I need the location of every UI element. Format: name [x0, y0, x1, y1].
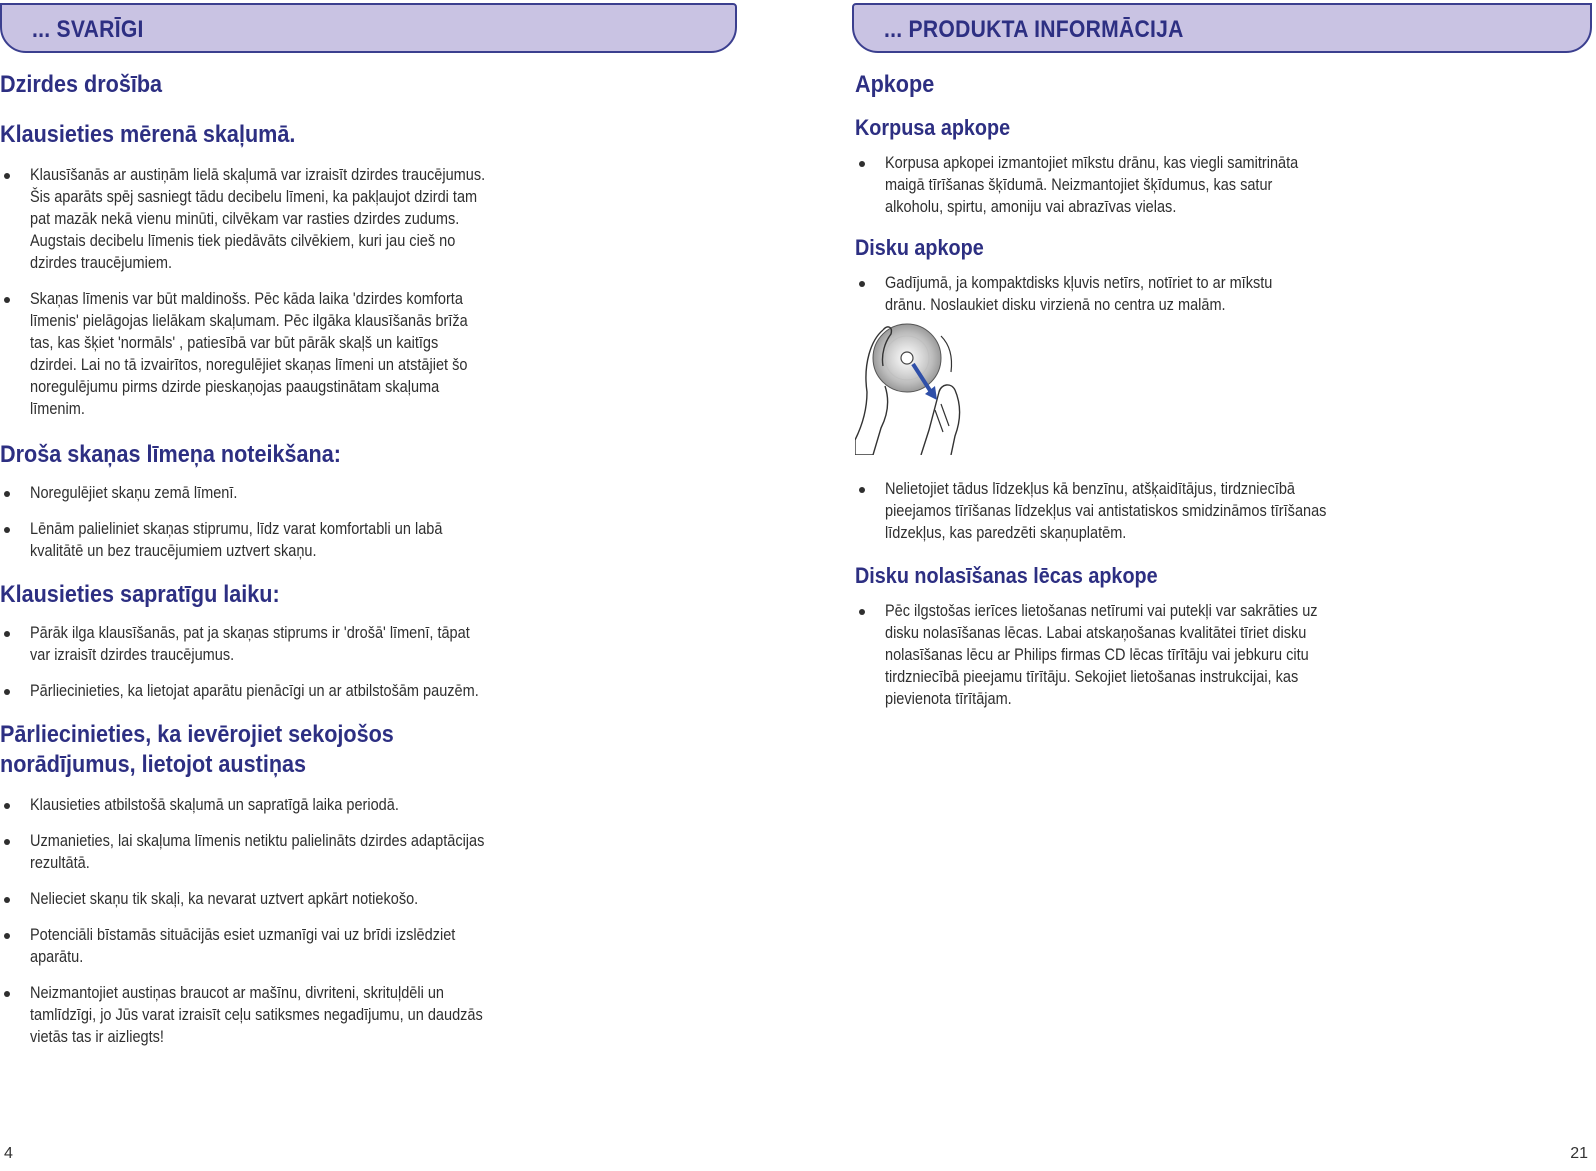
- right-page-content: [855, 70, 1335, 724]
- section-title-housing-care: Korpusa apkope: [855, 115, 1011, 140]
- section-title-headphone-guidelines: Pārliecinieties, ka ievērojiet sekojošos norādījumus, lietojot austiņas: [0, 721, 394, 778]
- page-title-maintenance: Apkope: [855, 71, 935, 98]
- section-title-disc-care: Disku apkope: [855, 235, 984, 260]
- section-title-reasonable-time: Klausieties sapratīgu laiku:: [0, 581, 280, 608]
- list-item: Pārāk ilga klausīšanās, pat ja skaņas stiprums ir 'drošā' līmenī, tāpat var izraisīt dzirdes traucējumus.: [0, 622, 480, 666]
- list-item: Korpusa apkopei izmantojiet mīkstu drānu, kas viegli samitrināta maigā tīrīšanas šķīdumā. Neizmantojiet šķīdumus, kas satur alkoholu, spirtu, amoniju vai abrazīvas vielas.: [855, 152, 1335, 218]
- right-header-title: ... PRODUKTA INFORMĀCIJA: [884, 16, 1184, 43]
- list-item: Neizmantojiet austiņas braucot ar mašīnu, divriteni, skrituļdēli un tamlīdzīgi, jo Jūs varat izraisīt ceļu satiksmes negadījumu, un daudzās vietās tas ir aizliegts!: [0, 982, 480, 1048]
- list-item: Potenciāli bīstamās situācijās esiet uzmanīgi vai uz brīdi izslēdziet aparātu.: [0, 924, 480, 968]
- safe-level-list: [0, 482, 480, 562]
- housing-care-list: [855, 152, 1335, 218]
- list-item: Skaņas līmenis var būt maldinošs. Pēc kāda laika 'dzirdes komforta līmenis' pielāgojas lielākam skaļumam. Pēc ilgāka klausīšanās brīža tas, kas šķiet 'normāls' , patiesībā var būt pārāk skaļš un kaitīgs dzirdei. Lai no tā izvairītos, noregulējiet skaņas līmeni un atstājiet šo noregulējumu pirms dzirde pieskaņojas paaugstinātam skaļuma līmenim.: [0, 288, 480, 420]
- right-page-header: [852, 3, 1592, 53]
- disc-care-list: [855, 272, 1335, 316]
- list-item: Noregulējiet skaņu zemā līmenī.: [0, 482, 480, 504]
- disc-care-warning-list: [855, 478, 1335, 544]
- list-item: Pēc ilgstošas ierīces lietošanas netīrumi vai putekļi var sakrāties uz disku nolasīšanas lēcas. Labai atskaņošanas kvalitātei tīriet disku nolasīšanas lēcu ar Philips firmas CD lēcas tīrītāju vai jebkuru citu tirdzniecībā pieejamu tīrītāju. Sekojiet lietošanas instrukcijai, kas pievienota tīrītājam.: [855, 600, 1335, 710]
- list-item: Pārliecinieties, ka lietojat aparātu pienācīgi un ar atbilstošām pauzēm.: [0, 680, 480, 702]
- list-item: Nelieciet skaņu tik skaļi, ka nevarat uztvert apkārt notiekošo.: [0, 888, 480, 910]
- page-number-right: 21: [1570, 1145, 1588, 1162]
- disc-cleaning-illustration-icon: [855, 320, 1335, 460]
- list-item: Nelietojiet tādus līdzekļus kā benzīnu, atšķaidītājus, tirdzniecībā pieejamos tīrīšanas līdzekļus vai antistatiskos smidzināmos tīrīšanas līdzekļus, kas paredzēti skaņuplatēm.: [855, 478, 1335, 544]
- section-title-moderate-volume: Klausieties mērenā skaļumā.: [0, 121, 296, 148]
- section-title-safe-level: Droša skaņas līmeņa noteikšana:: [0, 441, 341, 468]
- left-page-header: [0, 3, 737, 53]
- moderate-volume-list: [0, 164, 486, 420]
- list-item: Klausīšanās ar austiņām lielā skaļumā var izraisīt dzirdes traucējumus. Šis aparāts spēj sasniegt tādu decibelu līmeni, ka pakļaujot dzirdi tam pat mazāk nekā vienu minūti, cilvēkam var rasties dzirdes zudums. Augstais decibelu līmenis tiek piedāvāts cilvēkiem, kuri jau cieš no dzirdes traucējumiem.: [0, 164, 480, 274]
- section-title-hearing-safety: Dzirdes drošība: [0, 71, 163, 98]
- list-item: Uzmanieties, lai skaļuma līmenis netiktu palielināts dzirdes adaptācijas rezultātā.: [0, 830, 480, 874]
- list-item: Klausieties atbilstošā skaļumā un sapratīgā laika periodā.: [0, 794, 480, 816]
- page-number-left: 4: [4, 1145, 13, 1162]
- lens-care-list: [855, 600, 1335, 710]
- left-header-title: ... SVARĪGI: [32, 16, 144, 43]
- list-item: Lēnām palieliniet skaņas stiprumu, līdz varat komfortabli un labā kvalitātē un bez traucējumiem uztvert skaņu.: [0, 518, 480, 562]
- left-page-content: [0, 70, 486, 1062]
- headphone-guidelines-list: [0, 794, 485, 1048]
- reasonable-time-list: [0, 622, 480, 702]
- list-item: Gadījumā, ja kompaktdisks kļuvis netīrs, notīriet to ar mīkstu drānu. Noslaukiet disku virzienā no centra uz malām.: [855, 272, 1335, 316]
- section-title-lens-care: Disku nolasīšanas lēcas apkope: [855, 563, 1158, 588]
